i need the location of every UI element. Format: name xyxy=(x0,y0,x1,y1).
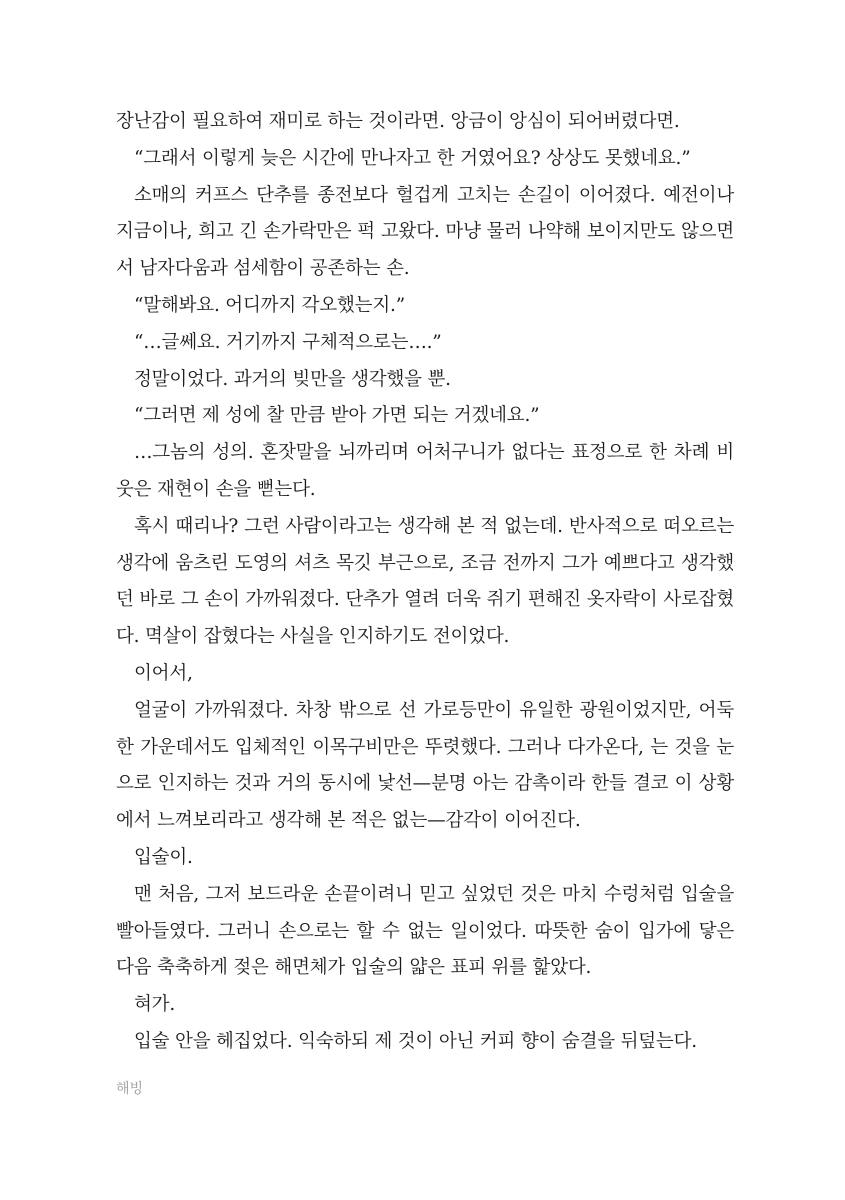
paragraph: 장난감이 필요하여 재미로 하는 것이라면. 앙금이 앙심이 되어버렸다면. xyxy=(116,111,680,132)
paragraph: 혀가. xyxy=(134,994,176,1016)
paragraph: …그놈의 성의. 혼잣말을 뇌까리며 어처구니가 없다는 표정으로 한 차례 비웃은 재현이 손을 뻗는다. xyxy=(116,442,734,500)
paragraph: 소매의 커프스 단추를 종전보다 헐겁게 고치는 손길이 이어졌다. 예전이나 지금이나, 희고 긴 손가락만은 퍽 고왔다. 마냥 물러 나약해 보이지만도 않으면서 남자다움과 섬세함이 공존하는 손. xyxy=(116,184,734,280)
paragraph: “말해봐요. 어디까지 각오했는지.” xyxy=(134,294,405,316)
paragraph: 얼굴이 가까워졌다. 차창 밖으로 선 가로등만이 유일한 광원이었지만, 어둑한 가운데서도 입체적인 이목구비만은 뚜렷했다. 그러나 다가온다, 는 것을 눈으로 인지하는 것과 거의 동시에 낯선—분명 아는 감촉이라 한들 결코 이 상황에서 느껴보리라고 생각해 본 적은 없는—감각이 이어진다. xyxy=(116,699,734,832)
paragraph: 입술이. xyxy=(134,846,193,868)
page-body-text xyxy=(116,104,734,1061)
paragraph: 정말이었다. 과거의 빚만을 생각했을 뿐. xyxy=(134,368,451,390)
paragraph: “…글쎄요. 거기까지 구체적으로는….” xyxy=(134,331,442,353)
paragraph: 맨 처음, 그저 보드라운 손끝이려니 믿고 싶었던 것은 마치 수렁처럼 입술을 빨아들였다. 그러니 손으로는 할 수 없는 일이었다. 따뜻한 숨이 입가에 닿은 다음 축축하게 젖은 해면체가 입술의 얇은 표피 위를 핥았다. xyxy=(116,883,734,979)
paragraph: 이어서, xyxy=(134,662,193,684)
paragraph: 혹시 때리나? 그런 사람이라고는 생각해 본 적 없는데. 반사적으로 떠오르는 생각에 움츠린 도영의 셔츠 목깃 부근으로, 조금 전까지 그가 예쁘다고 생각했던 바로 그 손이 가까워졌다. 단추가 열려 더욱 쥐기 편해진 옷자락이 사로잡혔다. 멱살이 잡혔다는 사실을 인지하기도 전이었다. xyxy=(116,515,734,648)
paragraph: 입술 안을 헤집었다. 익숙하되 제 것이 아닌 커피 향이 숨결을 뒤덮는다. xyxy=(134,1030,697,1052)
paragraph: “그러면 제 성에 찰 만큼 받아 가면 되는 거겠네요.” xyxy=(134,405,540,427)
footer-book-title: 해빙 xyxy=(116,1081,144,1097)
paragraph: “그래서 이렇게 늦은 시간에 만나자고 한 거였어요? 상상도 못했네요.” xyxy=(134,147,691,169)
